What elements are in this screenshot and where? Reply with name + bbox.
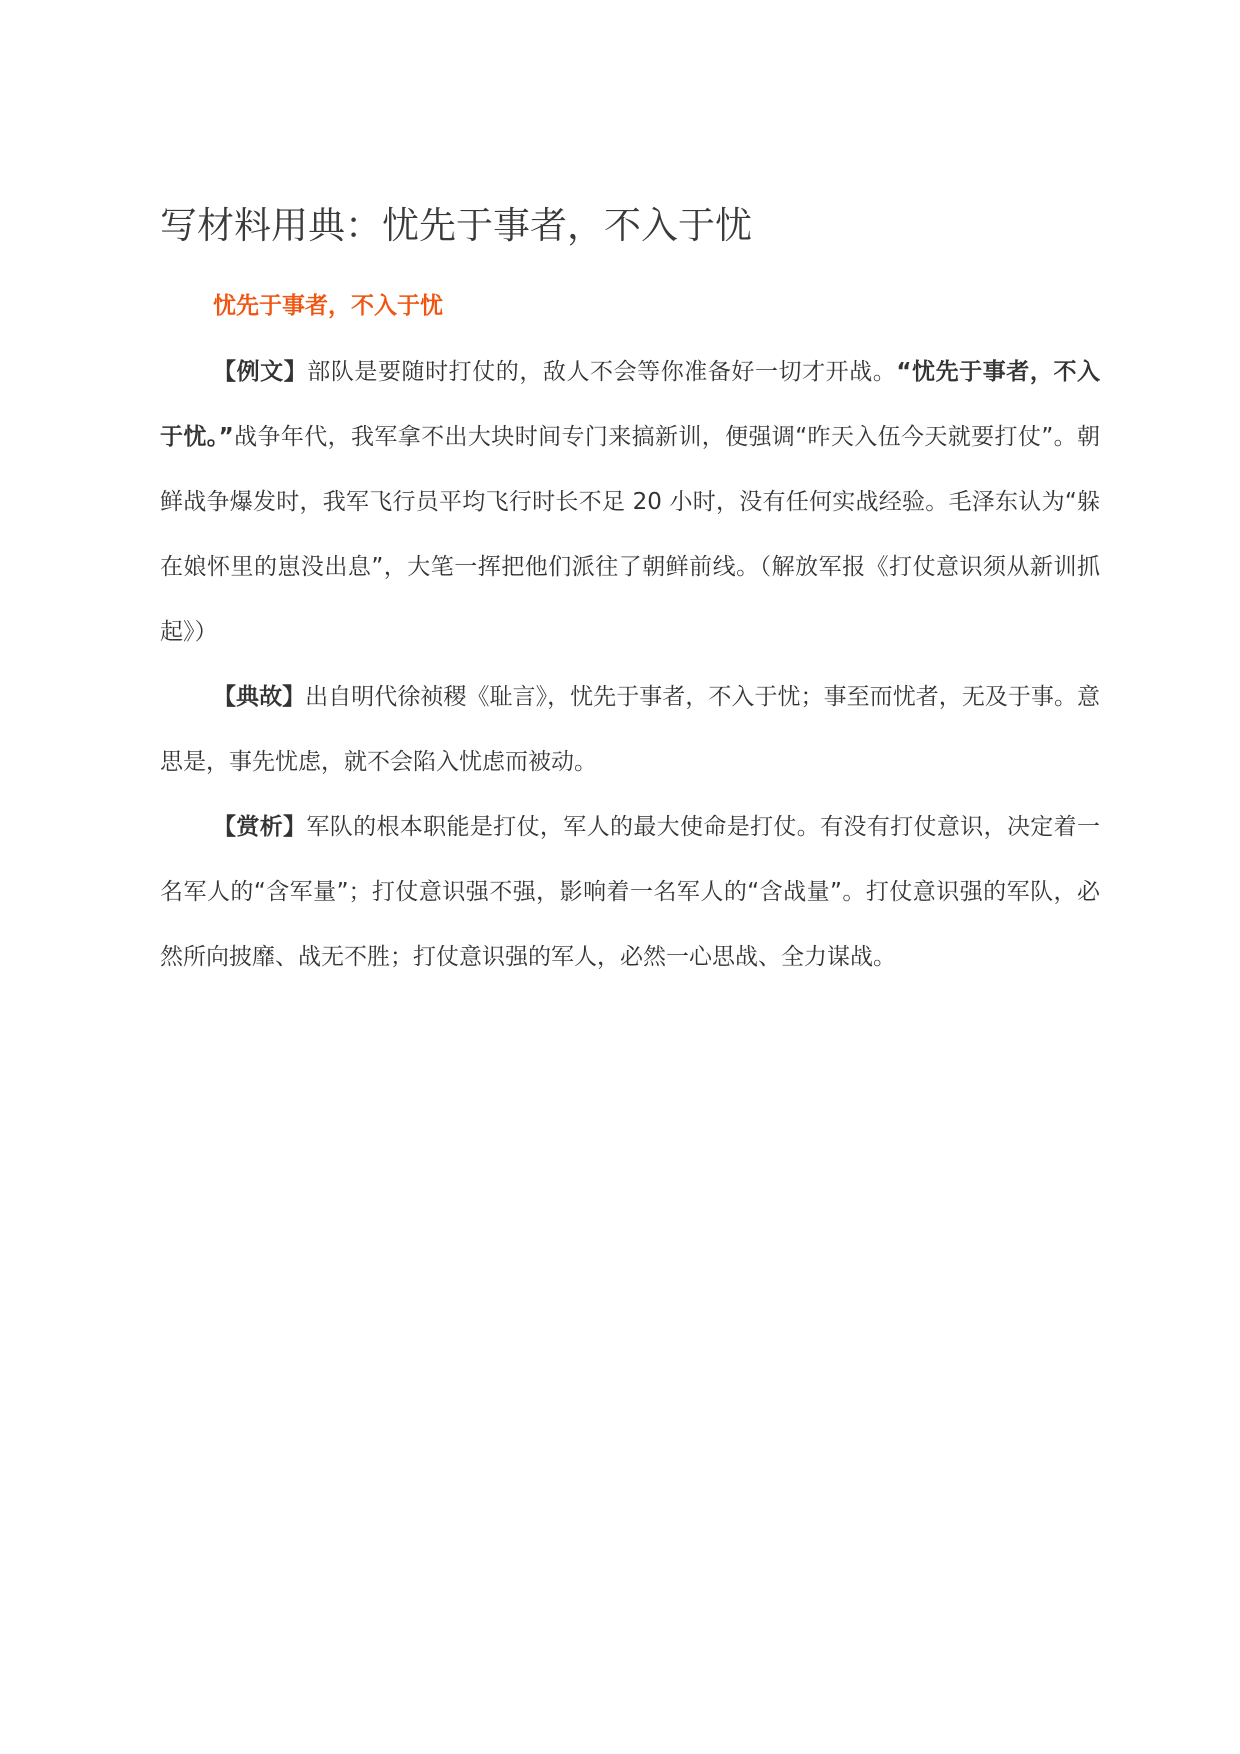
example-text-after: 战争年代，我军拿不出大块时间专门来搞新训，便强调“昨天入伍今天就要打仗”。朝鲜战争爆发时，我军飞行员平均飞行时长不足 20 小时，没有任何实战经验。毛泽东认为“躲在娘怀里的崽没出息”，大笔一挥把他们派往了朝鲜前线。（解放军报《打仗意识须从新训抓起》） [160,424,1100,645]
example-paragraph [160,340,1100,665]
example-tag: 【例文】 [213,359,308,385]
subtitle-heading: 忧先于事者，不入于忧 [213,293,443,319]
appreciation-paragraph [160,795,1100,990]
example-quote: “忧先于事者，不入于忧。” [160,359,1101,450]
appreciation-text: 军队的根本职能是打仗，军人的最大使命是打仗。有没有打仗意识，决定着一名军人的“含军量”；打仗意识强不强，影响着一名军人的“含战量”。打仗意识强的军队，必然所向披靡、战无不胜；打仗意识强的军人，必然一心思战、全力谋战。 [160,814,1101,970]
allusion-tag: 【典故】 [213,684,306,710]
allusion-text: 出自明代徐祯稷《耻言》，忧先于事者，不入于忧；事至而忧者，无及于事。意思是，事先忧虑，就不会陷入忧虑而被动。 [160,684,1101,775]
page-title: 写材料用典：忧先于事者，不入于忧 [160,204,752,247]
example-text-before: 部队是要随时打仗的，敌人不会等你准备好一切才开战。 [307,359,897,385]
appreciation-tag: 【赏析】 [213,814,307,840]
allusion-paragraph [160,665,1100,795]
